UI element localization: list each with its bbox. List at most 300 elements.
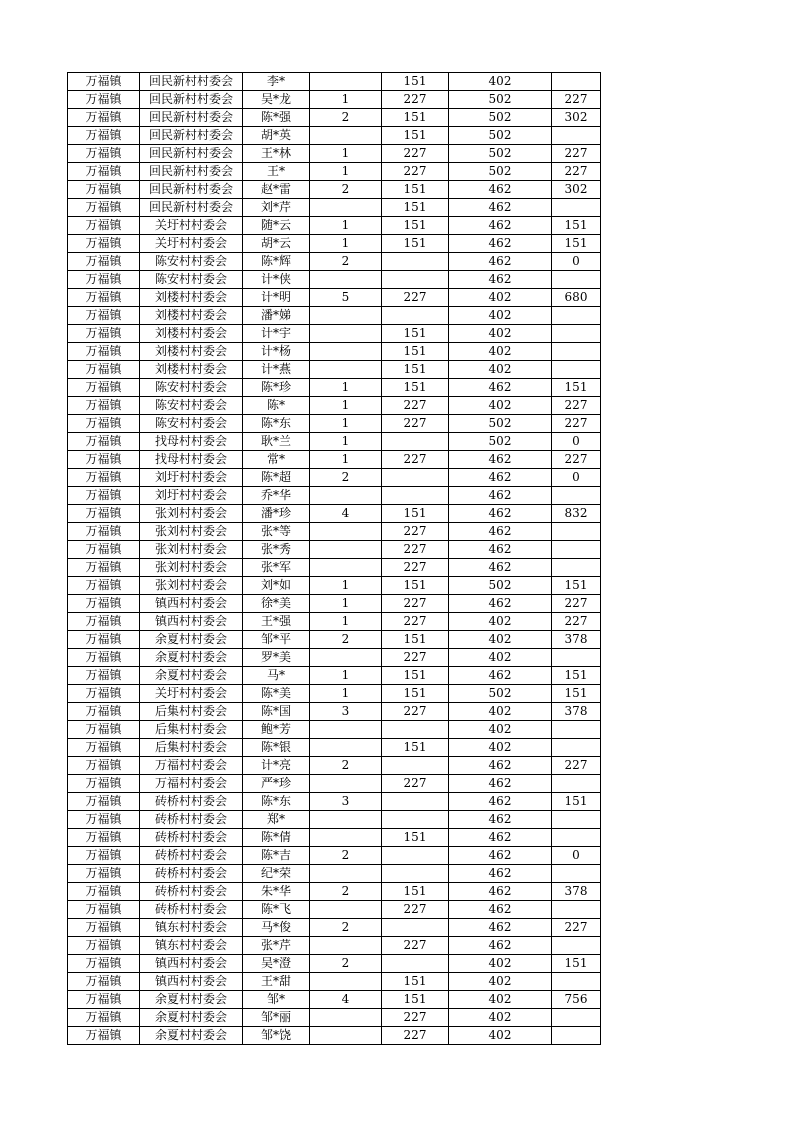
count-cell: 1: [310, 667, 382, 685]
village-committee-cell: 刘楼村村委会: [140, 289, 243, 307]
table-row: [68, 361, 601, 379]
count-cell: 2: [310, 883, 382, 901]
village-committee-cell: 陈安村村委会: [140, 271, 243, 289]
total-cell: 151: [552, 955, 601, 973]
town-cell: 万福镇: [68, 343, 140, 361]
value-a-cell: [382, 793, 449, 811]
village-committee-cell: 关圩村村委会: [140, 217, 243, 235]
value-b-cell: 462: [449, 541, 552, 559]
count-cell: [310, 361, 382, 379]
table-row: [68, 469, 601, 487]
village-committee-cell: 后集村村委会: [140, 703, 243, 721]
name-cell: 耿*兰: [243, 433, 310, 451]
value-a-cell: [382, 307, 449, 325]
total-cell: [552, 343, 601, 361]
value-b-cell: 402: [449, 613, 552, 631]
total-cell: 680: [552, 289, 601, 307]
village-committee-cell: 陈安村村委会: [140, 397, 243, 415]
name-cell: 陈*飞: [243, 901, 310, 919]
value-a-cell: 151: [382, 667, 449, 685]
value-a-cell: [382, 253, 449, 271]
total-cell: [552, 487, 601, 505]
name-cell: 潘*娣: [243, 307, 310, 325]
town-cell: 万福镇: [68, 577, 140, 595]
table-row: [68, 343, 601, 361]
table-row: [68, 505, 601, 523]
name-cell: 邹*: [243, 991, 310, 1009]
name-cell: 王*: [243, 163, 310, 181]
town-cell: 万福镇: [68, 523, 140, 541]
name-cell: 陈*珍: [243, 379, 310, 397]
town-cell: 万福镇: [68, 793, 140, 811]
name-cell: 鲍*芳: [243, 721, 310, 739]
value-b-cell: 502: [449, 577, 552, 595]
town-cell: 万福镇: [68, 667, 140, 685]
name-cell: 陈*辉: [243, 253, 310, 271]
name-cell: 张*秀: [243, 541, 310, 559]
town-cell: 万福镇: [68, 361, 140, 379]
value-a-cell: 227: [382, 541, 449, 559]
village-committee-cell: 刘圩村村委会: [140, 487, 243, 505]
value-a-cell: 151: [382, 217, 449, 235]
town-cell: 万福镇: [68, 91, 140, 109]
value-a-cell: 151: [382, 73, 449, 91]
total-cell: 227: [552, 91, 601, 109]
count-cell: [310, 541, 382, 559]
total-cell: 227: [552, 145, 601, 163]
name-cell: 张*军: [243, 559, 310, 577]
name-cell: 王*林: [243, 145, 310, 163]
count-cell: 2: [310, 847, 382, 865]
table-row: [68, 649, 601, 667]
value-b-cell: 402: [449, 739, 552, 757]
value-b-cell: 402: [449, 397, 552, 415]
village-committee-cell: 镇东村村委会: [140, 937, 243, 955]
total-cell: [552, 775, 601, 793]
town-cell: 万福镇: [68, 649, 140, 667]
town-cell: 万福镇: [68, 901, 140, 919]
value-a-cell: 227: [382, 937, 449, 955]
total-cell: 832: [552, 505, 601, 523]
count-cell: [310, 1027, 382, 1045]
town-cell: 万福镇: [68, 757, 140, 775]
village-committee-cell: 回民新村村委会: [140, 199, 243, 217]
table-row: [68, 757, 601, 775]
value-a-cell: 227: [382, 703, 449, 721]
table-row: [68, 937, 601, 955]
value-b-cell: 402: [449, 649, 552, 667]
count-cell: 2: [310, 181, 382, 199]
table-row: [68, 433, 601, 451]
table-row: [68, 739, 601, 757]
total-cell: [552, 1027, 601, 1045]
table-row: [68, 793, 601, 811]
total-cell: 151: [552, 235, 601, 253]
total-cell: 0: [552, 847, 601, 865]
name-cell: 潘*珍: [243, 505, 310, 523]
name-cell: 计*燕: [243, 361, 310, 379]
town-cell: 万福镇: [68, 1027, 140, 1045]
table-row: [68, 325, 601, 343]
total-cell: 227: [552, 757, 601, 775]
village-committee-cell: 刘楼村村委会: [140, 307, 243, 325]
town-cell: 万福镇: [68, 937, 140, 955]
value-b-cell: 502: [449, 127, 552, 145]
town-cell: 万福镇: [68, 271, 140, 289]
count-cell: [310, 271, 382, 289]
value-a-cell: [382, 955, 449, 973]
table-row: [68, 847, 601, 865]
table-row: [68, 289, 601, 307]
value-b-cell: 462: [449, 595, 552, 613]
town-cell: 万福镇: [68, 883, 140, 901]
village-committee-cell: 砖桥村村委会: [140, 811, 243, 829]
table-row: [68, 253, 601, 271]
town-cell: 万福镇: [68, 991, 140, 1009]
name-cell: 计*侠: [243, 271, 310, 289]
count-cell: [310, 1009, 382, 1027]
total-cell: [552, 649, 601, 667]
town-cell: 万福镇: [68, 415, 140, 433]
name-cell: 刘*如: [243, 577, 310, 595]
count-cell: [310, 721, 382, 739]
town-cell: 万福镇: [68, 631, 140, 649]
value-b-cell: 402: [449, 955, 552, 973]
total-cell: 756: [552, 991, 601, 1009]
town-cell: 万福镇: [68, 199, 140, 217]
value-a-cell: 227: [382, 1027, 449, 1045]
village-committee-cell: 余夏村村委会: [140, 649, 243, 667]
town-cell: 万福镇: [68, 973, 140, 991]
total-cell: 302: [552, 109, 601, 127]
count-cell: 1: [310, 397, 382, 415]
town-cell: 万福镇: [68, 379, 140, 397]
value-a-cell: 227: [382, 289, 449, 307]
name-cell: 赵*雷: [243, 181, 310, 199]
value-b-cell: 462: [449, 865, 552, 883]
total-cell: 227: [552, 595, 601, 613]
total-cell: [552, 1009, 601, 1027]
village-committee-cell: 砖桥村村委会: [140, 883, 243, 901]
value-b-cell: 462: [449, 523, 552, 541]
town-cell: 万福镇: [68, 487, 140, 505]
village-committee-cell: 万福村村委会: [140, 775, 243, 793]
count-cell: [310, 937, 382, 955]
town-cell: 万福镇: [68, 505, 140, 523]
value-a-cell: [382, 811, 449, 829]
name-cell: 邹*平: [243, 631, 310, 649]
total-cell: 151: [552, 577, 601, 595]
value-a-cell: [382, 469, 449, 487]
village-committee-cell: 找母村村委会: [140, 433, 243, 451]
value-b-cell: 502: [449, 109, 552, 127]
village-committee-cell: 找母村村委会: [140, 451, 243, 469]
value-a-cell: [382, 721, 449, 739]
value-b-cell: 462: [449, 235, 552, 253]
count-cell: [310, 811, 382, 829]
table-row: [68, 595, 601, 613]
total-cell: 151: [552, 379, 601, 397]
value-a-cell: 151: [382, 127, 449, 145]
value-a-cell: 151: [382, 181, 449, 199]
count-cell: 2: [310, 253, 382, 271]
village-committee-cell: 镇西村村委会: [140, 955, 243, 973]
total-cell: 227: [552, 415, 601, 433]
total-cell: 302: [552, 181, 601, 199]
value-a-cell: 151: [382, 829, 449, 847]
total-cell: 378: [552, 631, 601, 649]
table-row: [68, 73, 601, 91]
total-cell: [552, 325, 601, 343]
name-cell: 陈*超: [243, 469, 310, 487]
total-cell: [552, 73, 601, 91]
town-cell: 万福镇: [68, 919, 140, 937]
name-cell: 陈*银: [243, 739, 310, 757]
village-committee-cell: 砖桥村村委会: [140, 865, 243, 883]
count-cell: 4: [310, 991, 382, 1009]
count-cell: 1: [310, 433, 382, 451]
town-cell: 万福镇: [68, 325, 140, 343]
name-cell: 吴*澄: [243, 955, 310, 973]
town-cell: 万福镇: [68, 829, 140, 847]
total-cell: [552, 541, 601, 559]
value-b-cell: 402: [449, 631, 552, 649]
table-row: [68, 235, 601, 253]
village-committee-cell: 砖桥村村委会: [140, 829, 243, 847]
value-a-cell: 151: [382, 199, 449, 217]
value-b-cell: 462: [449, 487, 552, 505]
count-cell: [310, 487, 382, 505]
table-row: [68, 523, 601, 541]
table-row: [68, 451, 601, 469]
value-a-cell: 227: [382, 397, 449, 415]
count-cell: 3: [310, 793, 382, 811]
value-a-cell: 227: [382, 1009, 449, 1027]
value-b-cell: 502: [449, 415, 552, 433]
table-row: [68, 145, 601, 163]
name-cell: 胡*云: [243, 235, 310, 253]
village-committee-cell: 关圩村村委会: [140, 235, 243, 253]
total-cell: 151: [552, 685, 601, 703]
village-committee-cell: 张刘村村委会: [140, 559, 243, 577]
town-cell: 万福镇: [68, 307, 140, 325]
count-cell: 1: [310, 163, 382, 181]
village-committee-cell: 回民新村村委会: [140, 127, 243, 145]
village-committee-cell: 余夏村村委会: [140, 1027, 243, 1045]
value-b-cell: 402: [449, 325, 552, 343]
name-cell: 陈*东: [243, 793, 310, 811]
value-a-cell: [382, 847, 449, 865]
town-cell: 万福镇: [68, 559, 140, 577]
total-cell: [552, 307, 601, 325]
value-a-cell: [382, 865, 449, 883]
value-a-cell: 151: [382, 379, 449, 397]
town-cell: 万福镇: [68, 253, 140, 271]
total-cell: 227: [552, 919, 601, 937]
value-a-cell: 227: [382, 523, 449, 541]
name-cell: 常*: [243, 451, 310, 469]
name-cell: 朱*华: [243, 883, 310, 901]
value-a-cell: [382, 487, 449, 505]
total-cell: 151: [552, 793, 601, 811]
name-cell: 陈*东: [243, 415, 310, 433]
name-cell: 徐*美: [243, 595, 310, 613]
count-cell: 4: [310, 505, 382, 523]
value-b-cell: 462: [449, 181, 552, 199]
name-cell: 邹*丽: [243, 1009, 310, 1027]
count-cell: 1: [310, 217, 382, 235]
value-a-cell: 151: [382, 991, 449, 1009]
value-b-cell: 502: [449, 91, 552, 109]
total-cell: [552, 901, 601, 919]
table-body: [68, 73, 601, 1045]
value-a-cell: 151: [382, 973, 449, 991]
table-row: [68, 91, 601, 109]
village-committee-cell: 回民新村村委会: [140, 109, 243, 127]
value-a-cell: 227: [382, 775, 449, 793]
value-a-cell: 227: [382, 415, 449, 433]
village-committee-cell: 张刘村村委会: [140, 541, 243, 559]
value-b-cell: 462: [449, 847, 552, 865]
table-row: [68, 631, 601, 649]
value-a-cell: 227: [382, 91, 449, 109]
village-committee-cell: 张刘村村委会: [140, 577, 243, 595]
table-row: [68, 415, 601, 433]
value-a-cell: 151: [382, 883, 449, 901]
value-a-cell: 227: [382, 145, 449, 163]
value-a-cell: 151: [382, 325, 449, 343]
value-b-cell: 462: [449, 559, 552, 577]
table-row: [68, 379, 601, 397]
value-b-cell: 462: [449, 901, 552, 919]
total-cell: [552, 865, 601, 883]
value-b-cell: 462: [449, 379, 552, 397]
village-committee-cell: 余夏村村委会: [140, 1009, 243, 1027]
village-committee-cell: 张刘村村委会: [140, 505, 243, 523]
name-cell: 计*亮: [243, 757, 310, 775]
name-cell: 严*珍: [243, 775, 310, 793]
count-cell: [310, 649, 382, 667]
name-cell: 张*等: [243, 523, 310, 541]
village-committee-cell: 砖桥村村委会: [140, 901, 243, 919]
name-cell: 纪*荣: [243, 865, 310, 883]
value-b-cell: 462: [449, 829, 552, 847]
value-b-cell: 462: [449, 775, 552, 793]
total-cell: [552, 361, 601, 379]
table-row: [68, 613, 601, 631]
value-a-cell: 227: [382, 649, 449, 667]
name-cell: 刘*芹: [243, 199, 310, 217]
total-cell: 227: [552, 397, 601, 415]
table-row: [68, 973, 601, 991]
total-cell: [552, 271, 601, 289]
value-a-cell: 151: [382, 685, 449, 703]
town-cell: 万福镇: [68, 1009, 140, 1027]
value-a-cell: 151: [382, 505, 449, 523]
value-b-cell: 462: [449, 199, 552, 217]
town-cell: 万福镇: [68, 703, 140, 721]
table-row: [68, 865, 601, 883]
total-cell: 0: [552, 433, 601, 451]
count-cell: 2: [310, 919, 382, 937]
total-cell: 227: [552, 613, 601, 631]
village-committee-cell: 陈安村村委会: [140, 253, 243, 271]
village-committee-cell: 刘圩村村委会: [140, 469, 243, 487]
name-cell: 马*: [243, 667, 310, 685]
table-row: [68, 775, 601, 793]
table-row: [68, 667, 601, 685]
name-cell: 陈*国: [243, 703, 310, 721]
name-cell: 郑*: [243, 811, 310, 829]
total-cell: 151: [552, 217, 601, 235]
table-row: [68, 685, 601, 703]
name-cell: 计*杨: [243, 343, 310, 361]
table-row: [68, 271, 601, 289]
name-cell: 罗*美: [243, 649, 310, 667]
value-b-cell: 502: [449, 433, 552, 451]
value-a-cell: 151: [382, 235, 449, 253]
total-cell: [552, 523, 601, 541]
table-row: [68, 703, 601, 721]
count-cell: [310, 973, 382, 991]
town-cell: 万福镇: [68, 181, 140, 199]
total-cell: 0: [552, 253, 601, 271]
town-cell: 万福镇: [68, 433, 140, 451]
value-b-cell: 402: [449, 991, 552, 1009]
count-cell: 5: [310, 289, 382, 307]
count-cell: 1: [310, 451, 382, 469]
value-a-cell: [382, 433, 449, 451]
village-committee-cell: 镇东村村委会: [140, 919, 243, 937]
name-cell: 陈*美: [243, 685, 310, 703]
village-committee-cell: 后集村村委会: [140, 739, 243, 757]
count-cell: [310, 343, 382, 361]
value-b-cell: 502: [449, 685, 552, 703]
total-cell: [552, 127, 601, 145]
table-row: [68, 721, 601, 739]
town-cell: 万福镇: [68, 217, 140, 235]
table-row: [68, 307, 601, 325]
value-b-cell: 402: [449, 73, 552, 91]
total-cell: [552, 811, 601, 829]
table-row: [68, 541, 601, 559]
village-committee-cell: 镇西村村委会: [140, 595, 243, 613]
value-a-cell: 227: [382, 595, 449, 613]
table-row: [68, 1027, 601, 1045]
village-committee-cell: 陈安村村委会: [140, 379, 243, 397]
value-b-cell: 402: [449, 1027, 552, 1045]
table-row: [68, 991, 601, 1009]
value-b-cell: 402: [449, 1009, 552, 1027]
name-cell: 陈*吉: [243, 847, 310, 865]
value-b-cell: 462: [449, 757, 552, 775]
value-a-cell: 227: [382, 451, 449, 469]
table-row: [68, 883, 601, 901]
table-row: [68, 829, 601, 847]
town-cell: 万福镇: [68, 235, 140, 253]
town-cell: 万福镇: [68, 541, 140, 559]
town-cell: 万福镇: [68, 775, 140, 793]
table-row: [68, 559, 601, 577]
count-cell: [310, 739, 382, 757]
value-a-cell: 227: [382, 559, 449, 577]
total-cell: [552, 739, 601, 757]
value-a-cell: 227: [382, 901, 449, 919]
count-cell: 1: [310, 415, 382, 433]
value-b-cell: 402: [449, 343, 552, 361]
value-a-cell: 151: [382, 739, 449, 757]
value-b-cell: 402: [449, 307, 552, 325]
